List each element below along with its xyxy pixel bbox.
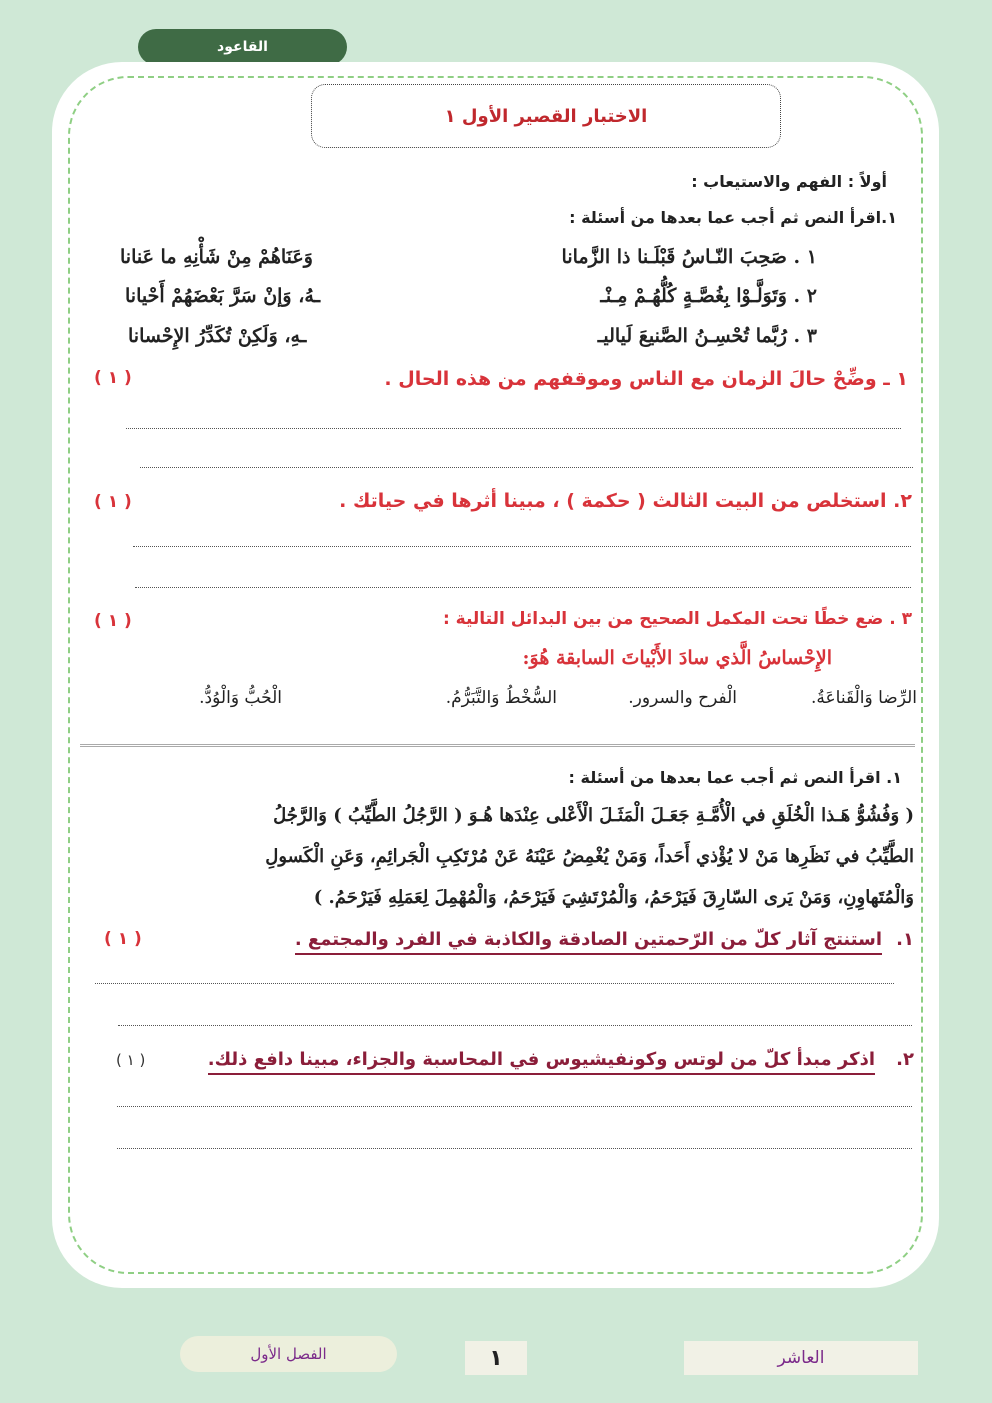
page-number: ١ (465, 1341, 527, 1375)
verse-3-first: ٣ . رُبَّما تُحْسِـنُ الصَّنيعَ لَياليـ (597, 325, 817, 347)
passage-line-3: وَالْمُتَهاوِنِ، وَمَنْ يَرى السّارِقَ فَيَرْحَمُ، وَالْمُرْتَشِيَ فَيَرْحَمُ، وَالْمُهْمِلَ لِعَمَلِهِ فَيَرْحَمُ. ) (313, 887, 914, 908)
footer-term: الفصل الأول (180, 1336, 397, 1372)
verse-1-first: ١ . صَحِبَ النّـاسُ قَبْلَـنا ذا الزَّمانا (561, 246, 817, 268)
question-1-1: ١ ـ وضِّحْ حالَ الزمان مع الناس وموقفهم من هذه الحال . (384, 368, 908, 390)
section-separator (80, 744, 915, 747)
section1-instruction: ١.اقرأ النص ثم أجب عما بعدها من أسئلة : (569, 208, 897, 227)
verse-3-second: ـهِ، وَلَكِنْ تُكَدِّرُ الإِحْسانا (128, 325, 307, 347)
verse-2-second: ـهُ، وَإنْ سَرَّ بَعْضَهُمْ أَحْيانا (125, 285, 321, 307)
verse-2-first: ٢ . وَتَوَلَّـوْا بِغُصَّـةٍ كُلُّهُـمْ مِـنْـ (600, 285, 817, 307)
section1-heading: أولاً : الفهم والاستيعاب : (691, 172, 887, 191)
question-2-2-mark: ( ١ ) (116, 1051, 146, 1069)
page-title: الاختبار القصير الأول ١ (311, 84, 781, 148)
question-1-3: ٣ . ضع خطًا تحت المكمل الصحيح من بين البدائل التالية : (442, 609, 912, 629)
author-tag: القاعود (138, 29, 347, 65)
answer-line[interactable] (117, 1106, 912, 1107)
question-2-1-number: ١. (896, 929, 914, 950)
question-1-3-mark: ( ١ ) (94, 611, 132, 631)
question-2-1: استنتج آثار كلّ من الرّحمتين الصادقة والكاذبة في الفرد والمجتمع . (295, 929, 882, 955)
question-1-2-mark: ( ١ ) (94, 492, 132, 512)
question-1-3-stem: الإِحْساسُ الَّذي سادَ الأَبْياتَ السابقة هُوَ: (522, 647, 832, 669)
option-2[interactable]: الْفرح والسرور. (628, 688, 737, 708)
verse-1-second: وَعَنَاهُمْ مِنْ شَأْنِهِ ما عَنانا (120, 246, 313, 268)
answer-line[interactable] (117, 1148, 912, 1149)
answer-line[interactable] (95, 983, 894, 984)
question-2-2: اذكر مبدأ كلّ من لوتس وكونفيشيوس في المحاسبة والجزاء، مبينا دافع ذلك. (208, 1049, 875, 1075)
answer-line[interactable] (140, 467, 913, 468)
answer-line[interactable] (118, 1025, 912, 1026)
option-3[interactable]: السُّخْطُ وَالتَّبَرُّمُ. (445, 688, 557, 708)
question-2-1-mark: ( ١ ) (104, 929, 142, 949)
section2-instruction: ١. اقرأ النص ثم أجب عما بعدها من أسئلة : (568, 768, 902, 787)
option-4[interactable]: الْحُبُّ وَالْوُدُّ. (199, 688, 282, 708)
footer-grade: العاشر (684, 1341, 918, 1375)
question-1-1-mark: ( ١ ) (94, 368, 132, 388)
question-2-2-number: ٢. (896, 1049, 914, 1070)
passage-line-2: الطَّيِّبُ في نَظَرِها مَنْ لا يُؤْذي أَحَداً، وَمَنْ يُغْمِضُ عَيْنَهُ عَنْ مُرْتَكِبِ الْجَرائِمِ، وَعَنِ الْكَسولِ (265, 846, 914, 867)
answer-line[interactable] (135, 587, 911, 588)
answer-line[interactable] (126, 428, 901, 429)
question-1-2: ٢. استخلص من البيت الثالث ( حكمة ) ، مبينا أثرها في حياتك . (339, 490, 912, 512)
passage-line-1: ( وَفُشُوُّ هَـذا الْخُلَقِ في الْأُمَّـةِ جَعَـلَ الْمَثَـلَ الْأَعْلى عِنْدَها هُـوَ ( الرَّجُلُ الطَّيِّبُ ) وَالرَّجُلُ (273, 805, 914, 826)
option-1[interactable]: الرِّضا وَالْقَناعَةُ. (811, 688, 917, 708)
answer-line[interactable] (133, 546, 911, 547)
